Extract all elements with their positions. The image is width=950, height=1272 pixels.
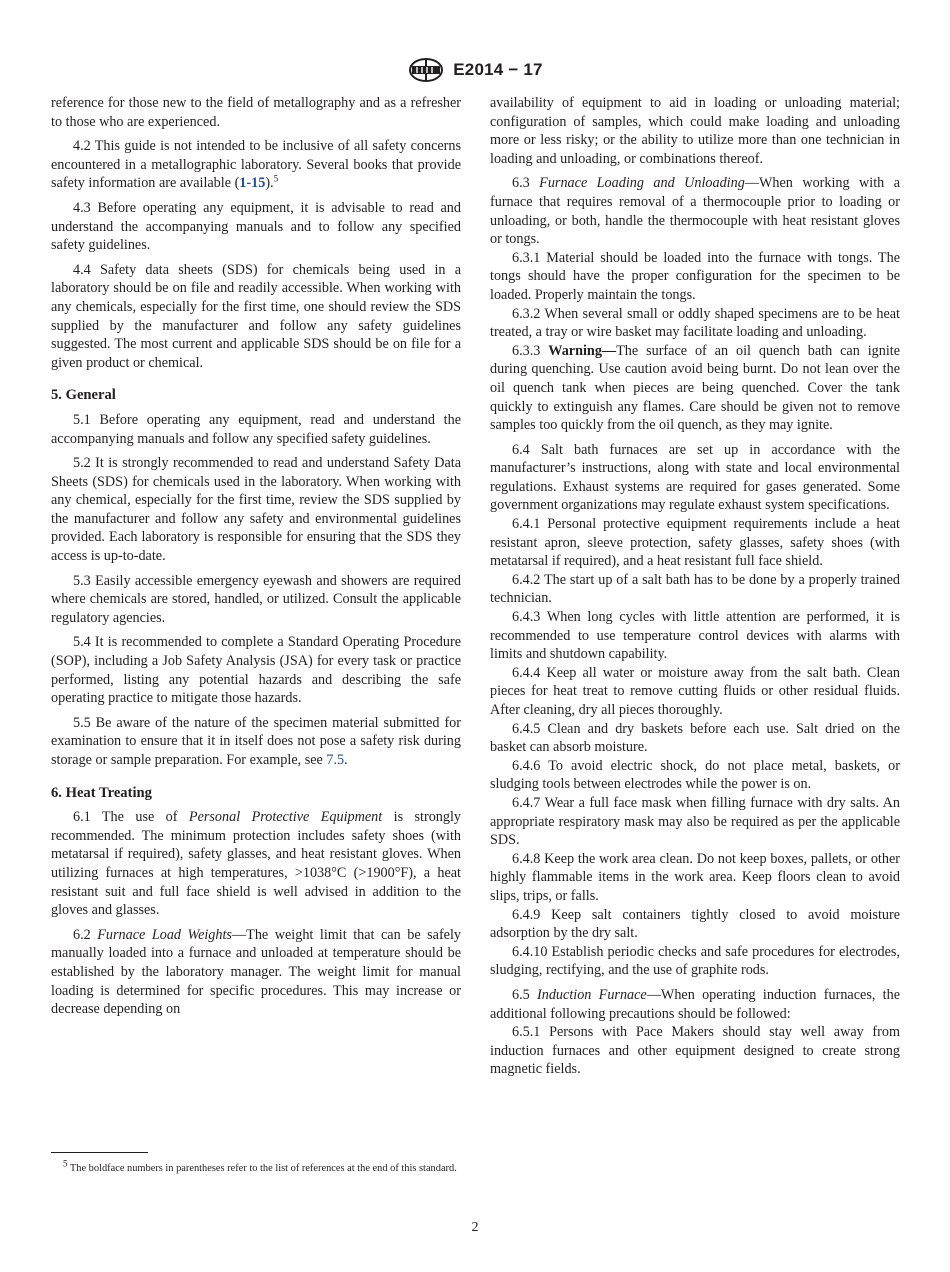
paragraph-4-4: 4.4 Safety data sheets (SDS) for chemicals being used in a laboratory should be on file and readily accessible. When working with any chemicals, especially for the first time, one should review the SDS supplied by the manufacturer and follow any safety guidelines suggested. The most current and applicable SDS should be on file for a given product or chemical. <box>51 261 461 371</box>
paragraph-4-3: 4.3 Before operating any equipment, it is advisable to read and understand the accompanying manuals and to follow any specified safety guidelines. <box>51 199 461 254</box>
paragraph-6-1: 6.1 The use of Personal Protective Equipment is strongly recommended. The minimum protection includes safety shoes (with metatarsal if required), safety glasses, and heat resistant gloves. When utilizing furnaces at high temperatures, >1038°C (>1900°F), a heat resistant suit and full face shield is well advised in addition to the gloves and glasses. <box>51 809 462 919</box>
paragraph-6-4-10: 6.4.10 Establish periodic checks and safe procedures for electrodes, sludging, rectifying, and the use of graphite rods. <box>490 943 900 979</box>
paragraph-6-4-3: 6.4.3 When long cycles with little attention are performed, it is recommended to use temperature control devices with alarms with limits and shutdown capability. <box>490 609 900 663</box>
paragraph-5-4: 5.4 It is recommended to complete a Standard Operating Procedure (SOP), including a Job Safety Analysis (JSA) for every task or practice performed, listing any potential hazards and describing the safe operating practice to mitigate those hazards. <box>51 634 461 707</box>
right-column <box>490 94 900 1079</box>
footnote-marker[interactable]: 5 <box>273 173 279 184</box>
paragraph-6-2: 6.2 Furnace Load Weights—The weight limit that can be safely manually loaded into a furnace and unloaded at temperature should be established by the laboratory manager. The weight limit for manual loading is determined for specific procedures. This may increase or decrease depending on <box>51 926 462 1018</box>
document-number: E2014 − 17 <box>453 60 543 79</box>
paragraph-6-4: 6.4 Salt bath furnaces are set up in accordance with the manufacturer’s instructions, along with state and local environmental regulations. Exhaust systems are required for gases generated. Some government organizations may regulate exhaust system specifications. <box>490 441 900 514</box>
paragraph-6-4-4: 6.4.4 Keep all water or moisture away from the salt bath. Clean pieces for heat treat to remove cutting fluids or other residual fluids. After cleaning, dry all pieces thoroughly. <box>490 664 900 718</box>
paragraph-6-5: 6.5 Induction Furnace—When operating induction furnaces, the additional following precautions should be followed: <box>490 986 900 1022</box>
section-6-heading: 6. Heat Treating <box>51 784 152 801</box>
reference-link[interactable]: 1-15 <box>239 175 266 192</box>
section-5-heading: 5. General <box>51 387 116 404</box>
paragraph-6-3-1: 6.3.1 Material should be loaded into the furnace with tongs. The tongs should have the proper configuration for the specimen to be loaded. Properly maintain the tongs. <box>490 249 900 303</box>
left-column <box>51 94 461 1019</box>
paragraph-6-4-6: 6.4.6 To avoid electric shock, do not place metal, baskets, or sludging tools between electrodes while the power is on. <box>490 757 900 793</box>
paragraph-6-3-2: 6.3.2 When several small or oddly shaped specimens are to be heat treated, a tray or wire basket may facilitate loading and unloading. <box>490 305 900 341</box>
paragraph-continuation-right: availability of equipment to aid in loading or unloading material; configuration of samples, which could make loading and unloading more or less risky; or the ability to utilize more than one technician in loading and unloading, or combinations thereof. <box>490 95 900 167</box>
paragraph-5-2: 5.2 It is strongly recommended to read and understand Safety Data Sheets (SDS) for chemicals used in the laboratory. When working with any chemical, especially for the first time, review the SDS supplied by the manufacturer and follow any safety and environmental guidelines provided. Each laboratory is responsible for ensuring that the SDS they access is up-to-date. <box>51 455 461 565</box>
paragraph-6-5-1: 6.5.1 Persons with Pace Makers should stay well away from induction furnaces and other equipment designed to create strong magnetic fields. <box>490 1024 900 1078</box>
paragraph-4-2: 4.2 This guide is not intended to be inclusive of all safety concerns encountered in a metallographic laboratory. Several books that provide safety information are available (1-15).$^5$ <box>51 138 461 192</box>
paragraph-6-4-1: 6.4.1 Personal protective equipment requirements include a heat resistant apron, sleeve protection, safety glasses, safety shoes (with metatarsal if required), and a heat resistant full face shield. <box>490 516 900 570</box>
paragraph-5-3: 5.3 Easily accessible emergency eyewash and showers are required where chemicals are stored, handled, or utilized. Consult the applicable regulatory agencies. <box>51 572 461 626</box>
paragraph-continuation: reference for those new to the field of metallography and as a refresher to those who are experienced. <box>51 95 461 130</box>
section-link-7-5[interactable]: 7.5 <box>326 752 345 768</box>
paragraph-6-3-3: 6.3.3 Warning—The surface of an oil quench bath can ignite during quenching. Use caution avoid being burnt. Do not lean over the oil quench tank when pieces are being quenched. Cover the tank quickly to extinguish any flames. Care should be given not to remove samples too quickly from the oil quench, as they may ignite. <box>490 342 901 434</box>
page-header <box>0 56 950 84</box>
paragraph-6-4-9: 6.4.9 Keep salt containers tightly closed to avoid moisture adsorption by the dry salt. <box>490 906 900 942</box>
paragraph-6-4-5: 6.4.5 Clean and dry baskets before each use. Salt dried on the basket can absorb moisture. <box>490 720 900 756</box>
astm-logo-icon <box>407 57 445 83</box>
paragraph-6-4-2: 6.4.2 The start up of a salt bath has to be done by a properly trained technician. <box>490 571 900 607</box>
paragraph-6-4-7: 6.4.7 Wear a full face mask when filling furnace with dry salts. An appropriate respiratory mask may also be required as per the applicable SDS. <box>490 794 900 849</box>
page-number: 2 <box>471 1220 479 1235</box>
paragraph-6-3: 6.3 Furnace Loading and Unloading—When working with a furnace that requires removal of a thermocouple prior to loading or unloading, or both, handle the thermocouple with heat resistant gloves or tongs. <box>490 175 901 248</box>
paragraph-5-1: 5.1 Before operating any equipment, read and understand the accompanying manuals and follow any specified safety guidelines. <box>51 411 461 447</box>
paragraph-6-4-8: 6.4.8 Keep the work area clean. Do not keep boxes, pallets, or other highly flammable items in the work area. Keep floors clean to avoid slips, trips, or falls. <box>490 850 900 904</box>
footnote-divider <box>51 1152 148 1153</box>
paragraph-5-5: 5.5 Be aware of the nature of the specimen material submitted for examination to ensure that it in itself does not pose a safety risk during storage or sample preparation. For example, see 7.5. <box>51 714 461 768</box>
footnote: $^5$ The boldface numbers in parentheses refer to the list of references at the end of this standard. <box>63 1158 457 1174</box>
